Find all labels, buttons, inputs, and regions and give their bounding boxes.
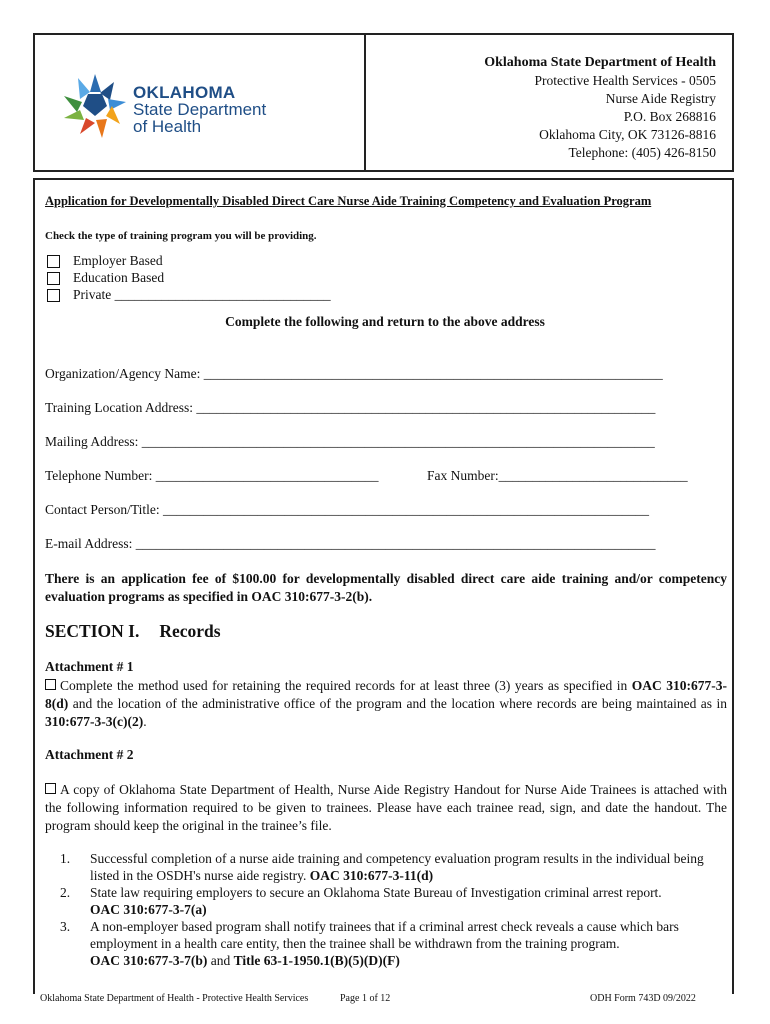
- option-education-based[interactable]: [47, 270, 164, 286]
- attachment-2-text: A copy of Oklahoma State Department of Health, Nurse Aide Registry Handout for Nurse Aide Trainees is attached with the following information required to be given to trainees. Please have each trainee read, sign, and date the handout. The program should keep the original in the trainee’s file.: [45, 782, 727, 833]
- header-divider: [364, 33, 366, 172]
- agency-dept: Protective Health Services - 0505: [534, 73, 716, 88]
- oac-reference: OAC 310:677-3-7(a): [90, 902, 207, 917]
- logo-line3: of Health: [133, 117, 202, 136]
- checkbox[interactable]: [47, 289, 60, 302]
- footer-page-number: Page 1 of 12: [340, 993, 391, 1004]
- agency-city: Oklahoma City, OK 73126-8816: [539, 127, 716, 142]
- list-item: 2. State law requiring employers to secure an Oklahoma State Bureau of Investigation criminal arrest report. OAC 310:677-3-7(a): [60, 885, 662, 917]
- option-label: Private ________________________________: [73, 287, 331, 302]
- fee-notice: There is an application fee of $100.00 for developmentally disabled direct care aide training and/or competency evaluation programs as specified in OAC 310:677-3-2(b).: [45, 571, 727, 604]
- fax-field[interactable]: Fax Number:____________________________: [427, 468, 688, 483]
- logo-wordmark: [133, 84, 266, 135]
- list-item: 3. A non-employer based program shall notify trainees that if a criminal arrest check reveals a cause which bars employment in a health care entity, then the trainee shall be withdrawn from the training program. OAC 310:677-3-7(b) and Title 63-1-1950.1(B)(5)(D)(F): [60, 919, 679, 968]
- oac-reference: OAC 310:677-3-8(d): [45, 678, 727, 711]
- logo-line1: OKLAHOMA: [133, 83, 236, 102]
- list-item: 1. Successful completion of a nurse aide training and competency evaluation program results in the individual being listed in the OSDH's nurse aide registry. OAC 310:677-3-11(d): [60, 851, 704, 883]
- logo-line2: State Department: [133, 100, 267, 119]
- contact-person-field[interactable]: Contact Person/Title: ________________________________________________________________________: [45, 502, 650, 517]
- option-private[interactable]: [47, 287, 331, 303]
- option-label: Education Based: [73, 270, 165, 285]
- email-field[interactable]: E-mail Address: _____________________________________________________________________________: [45, 536, 656, 551]
- section-number: SECTION I.: [45, 621, 140, 641]
- checkbox[interactable]: [47, 272, 60, 285]
- checkbox[interactable]: [45, 783, 56, 794]
- footer-agency: Oklahoma State Department of Health - Protective Health Services: [40, 993, 309, 1004]
- checkbox[interactable]: [47, 255, 60, 268]
- form-title: Application for Developmentally Disabled Direct Care Nurse Aide Training Competency and Evaluation Program: [45, 194, 652, 208]
- footer-form-id: ODH Form 743D 09/2022: [590, 993, 696, 1004]
- program-type-instruction: Check the type of training program you will be providing.: [45, 230, 317, 242]
- agency-name: Oklahoma State Department of Health: [484, 55, 716, 70]
- complete-instruction: Complete the following and return to the above address: [225, 314, 545, 329]
- oac-reference: 310:677-3-3(c)(2): [45, 714, 144, 729]
- title-reference: Title 63-1-1950.1(B)(5)(D)(F): [233, 953, 400, 968]
- agency-phone: Telephone: (405) 426-8150: [568, 145, 716, 160]
- telephone-field[interactable]: Telephone Number: _________________________________: [45, 468, 379, 483]
- osdh-star-logo-icon: [60, 72, 130, 142]
- org-name-field[interactable]: Organization/Agency Name: ____________________________________________________________________: [45, 366, 663, 381]
- oac-reference: OAC 310:677-3-11(d): [309, 868, 434, 883]
- training-location-field[interactable]: Training Location Address: ____________________________________________________________________: [45, 400, 656, 415]
- section-name: Records: [159, 621, 221, 641]
- section-heading: [45, 621, 221, 642]
- oac-reference: OAC 310:677-3-7(b): [90, 953, 208, 968]
- attachment-1-label: Attachment # 1: [45, 659, 134, 674]
- option-employer-based[interactable]: [47, 253, 163, 269]
- agency-registry: Nurse Aide Registry: [605, 91, 716, 106]
- attachment-2-label: Attachment # 2: [45, 747, 134, 762]
- checkbox[interactable]: [45, 679, 56, 690]
- agency-po-box: P.O. Box 268816: [623, 109, 716, 124]
- mailing-address-field[interactable]: Mailing Address: ____________________________________________________________________________: [45, 434, 655, 449]
- attachment-1-text: Complete the method used for retaining the required records for at least three (3) years as specified in OAC 310:677-3-8(d) and the location of the administrative office of the program and the location where records are being maintained as in 310:677-3-3(c)(2).: [45, 678, 727, 729]
- agency-address: [484, 54, 716, 162]
- option-label: Employer Based: [73, 253, 163, 268]
